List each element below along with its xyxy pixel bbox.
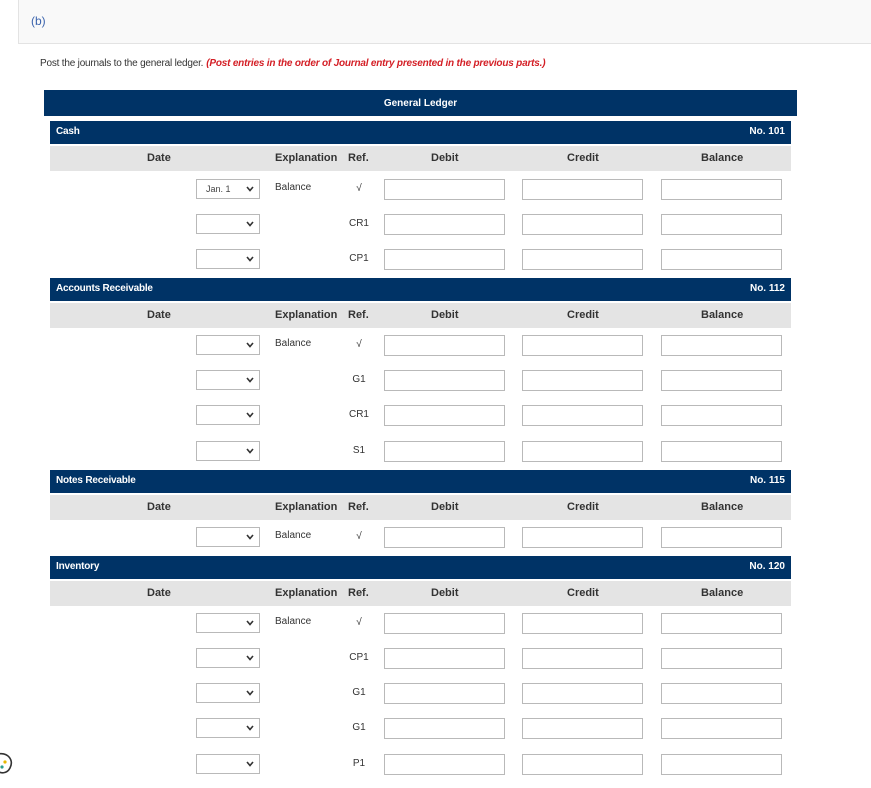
column-header-balance: Balance bbox=[701, 587, 744, 599]
debit-input[interactable] bbox=[384, 527, 505, 548]
date-select[interactable] bbox=[196, 648, 260, 668]
general-ledger-title bbox=[44, 90, 797, 116]
instructions bbox=[40, 58, 545, 69]
ref-text: √ bbox=[356, 339, 362, 350]
chevron-down-icon bbox=[246, 446, 254, 456]
ledger-row bbox=[0, 214, 871, 248]
column-header-date: Date bbox=[147, 309, 171, 321]
explanation-text: Balance bbox=[275, 182, 312, 193]
debit-input[interactable] bbox=[384, 179, 505, 200]
column-header-explanation: Explanation bbox=[275, 501, 338, 513]
column-header-ref: Ref. bbox=[348, 152, 369, 164]
ref-text: G1 bbox=[352, 687, 366, 698]
balance-input[interactable] bbox=[661, 249, 782, 270]
account-header bbox=[50, 556, 791, 579]
instructions-text: Post the journals to the general ledger. bbox=[40, 58, 204, 69]
credit-input[interactable] bbox=[522, 249, 643, 270]
account-name: Inventory bbox=[56, 561, 100, 572]
date-select[interactable] bbox=[196, 370, 260, 390]
ledger-row bbox=[0, 179, 871, 213]
account-header bbox=[50, 278, 791, 301]
date-select[interactable] bbox=[196, 405, 260, 425]
column-header-credit: Credit bbox=[567, 501, 599, 513]
part-header bbox=[18, 0, 871, 44]
account-name: Accounts Receivable bbox=[56, 283, 153, 294]
ref-text: CP1 bbox=[349, 652, 369, 663]
chevron-down-icon bbox=[246, 340, 254, 350]
ledger-row bbox=[0, 754, 871, 788]
ledger-row bbox=[0, 405, 871, 439]
debit-input[interactable] bbox=[384, 405, 505, 426]
credit-input[interactable] bbox=[522, 370, 643, 391]
date-select[interactable] bbox=[196, 214, 260, 234]
date-select[interactable] bbox=[196, 179, 260, 199]
date-select[interactable] bbox=[196, 527, 260, 547]
explanation-text: Balance bbox=[275, 530, 312, 541]
credit-input[interactable] bbox=[522, 405, 643, 426]
credit-input[interactable] bbox=[522, 718, 643, 739]
explanation-text: Balance bbox=[275, 338, 312, 349]
ref-text: √ bbox=[356, 183, 362, 194]
column-header-debit: Debit bbox=[431, 152, 459, 164]
date-select[interactable] bbox=[196, 613, 260, 633]
balance-input[interactable] bbox=[661, 405, 782, 426]
credit-input[interactable] bbox=[522, 214, 643, 235]
debit-input[interactable] bbox=[384, 613, 505, 634]
balance-input[interactable] bbox=[661, 527, 782, 548]
column-header-explanation: Explanation bbox=[275, 587, 338, 599]
column-header-debit: Debit bbox=[431, 587, 459, 599]
column-header-credit: Credit bbox=[567, 152, 599, 164]
chevron-down-icon bbox=[246, 653, 254, 663]
date-select[interactable] bbox=[196, 441, 260, 461]
general-ledger-title-text: General Ledger bbox=[383, 97, 458, 109]
debit-input[interactable] bbox=[384, 370, 505, 391]
account-number: No. 115 bbox=[749, 475, 785, 486]
explanation-text: Balance bbox=[275, 616, 312, 627]
column-header-ref: Ref. bbox=[348, 587, 369, 599]
debit-input[interactable] bbox=[384, 335, 505, 356]
column-headers bbox=[50, 581, 791, 606]
account-number: No. 120 bbox=[749, 561, 785, 572]
chevron-down-icon bbox=[246, 759, 254, 769]
column-header-balance: Balance bbox=[701, 152, 744, 164]
account-number: No. 101 bbox=[749, 126, 785, 137]
ledger-row bbox=[0, 370, 871, 404]
balance-input[interactable] bbox=[661, 335, 782, 356]
column-header-explanation: Explanation bbox=[275, 152, 338, 164]
column-header-balance: Balance bbox=[701, 309, 744, 321]
ref-text: √ bbox=[356, 617, 362, 628]
ledger-row bbox=[0, 683, 871, 717]
column-header-ref: Ref. bbox=[348, 309, 369, 321]
date-select[interactable] bbox=[196, 683, 260, 703]
column-header-explanation: Explanation bbox=[275, 309, 338, 321]
debit-input[interactable] bbox=[384, 441, 505, 462]
balance-input[interactable] bbox=[661, 754, 782, 775]
credit-input[interactable] bbox=[522, 441, 643, 462]
account-header bbox=[50, 470, 791, 493]
credit-input[interactable] bbox=[522, 613, 643, 634]
chevron-down-icon bbox=[246, 723, 254, 733]
chevron-down-icon bbox=[246, 184, 254, 194]
date-select[interactable] bbox=[196, 718, 260, 738]
chevron-down-icon bbox=[246, 410, 254, 420]
balance-input[interactable] bbox=[661, 648, 782, 669]
column-header-balance: Balance bbox=[701, 501, 744, 513]
date-select-value: Jan. 1 bbox=[206, 184, 231, 194]
credit-input[interactable] bbox=[522, 754, 643, 775]
balance-input[interactable] bbox=[661, 441, 782, 462]
account-header bbox=[50, 121, 791, 144]
column-header-debit: Debit bbox=[431, 309, 459, 321]
account-name: Cash bbox=[56, 126, 80, 137]
ref-text: G1 bbox=[352, 374, 366, 385]
credit-input[interactable] bbox=[522, 527, 643, 548]
ref-text: P1 bbox=[352, 758, 366, 769]
chevron-down-icon bbox=[246, 618, 254, 628]
ref-text: CR1 bbox=[348, 409, 369, 420]
chevron-down-icon bbox=[246, 254, 254, 264]
debit-input[interactable] bbox=[384, 214, 505, 235]
chevron-down-icon bbox=[246, 375, 254, 385]
column-header-debit: Debit bbox=[431, 501, 459, 513]
ledger-row bbox=[0, 613, 871, 647]
debit-input[interactable] bbox=[384, 718, 505, 739]
credit-input[interactable] bbox=[522, 683, 643, 704]
instructions-note: (Post entries in the order of Journal entry presented in the previous parts.) bbox=[206, 58, 546, 69]
ref-text: √ bbox=[356, 531, 362, 542]
debit-input[interactable] bbox=[384, 683, 505, 704]
credit-input[interactable] bbox=[522, 179, 643, 200]
debit-input[interactable] bbox=[384, 648, 505, 669]
ref-text: CR1 bbox=[348, 218, 369, 229]
balance-input[interactable] bbox=[661, 718, 782, 739]
ref-text: G1 bbox=[352, 722, 366, 733]
debit-input[interactable] bbox=[384, 754, 505, 775]
column-header-credit: Credit bbox=[567, 587, 599, 599]
credit-input[interactable] bbox=[522, 648, 643, 669]
chevron-down-icon bbox=[246, 688, 254, 698]
helper-logo-icon[interactable] bbox=[0, 748, 16, 778]
column-headers bbox=[50, 303, 791, 328]
date-select[interactable] bbox=[196, 335, 260, 355]
column-headers bbox=[50, 495, 791, 520]
balance-input[interactable] bbox=[661, 214, 782, 235]
balance-input[interactable] bbox=[661, 613, 782, 634]
column-header-ref: Ref. bbox=[348, 501, 369, 513]
part-label: (b) bbox=[31, 14, 46, 28]
ref-text: S1 bbox=[352, 445, 366, 456]
date-select[interactable] bbox=[196, 249, 260, 269]
date-select[interactable] bbox=[196, 754, 260, 774]
column-header-date: Date bbox=[147, 501, 171, 513]
balance-input[interactable] bbox=[661, 179, 782, 200]
chevron-down-icon bbox=[246, 219, 254, 229]
column-header-date: Date bbox=[147, 587, 171, 599]
balance-input[interactable] bbox=[661, 370, 782, 391]
column-header-credit: Credit bbox=[567, 309, 599, 321]
column-headers bbox=[50, 146, 791, 171]
balance-input[interactable] bbox=[661, 683, 782, 704]
chevron-down-icon bbox=[246, 532, 254, 542]
ref-text: CP1 bbox=[349, 253, 369, 264]
ledger-row bbox=[0, 718, 871, 752]
account-number: No. 112 bbox=[749, 283, 785, 294]
debit-input[interactable] bbox=[384, 249, 505, 270]
credit-input[interactable] bbox=[522, 335, 643, 356]
ledger-row bbox=[0, 335, 871, 369]
account-name: Notes Receivable bbox=[56, 475, 136, 486]
column-header-date: Date bbox=[147, 152, 171, 164]
ledger-row bbox=[0, 648, 871, 682]
